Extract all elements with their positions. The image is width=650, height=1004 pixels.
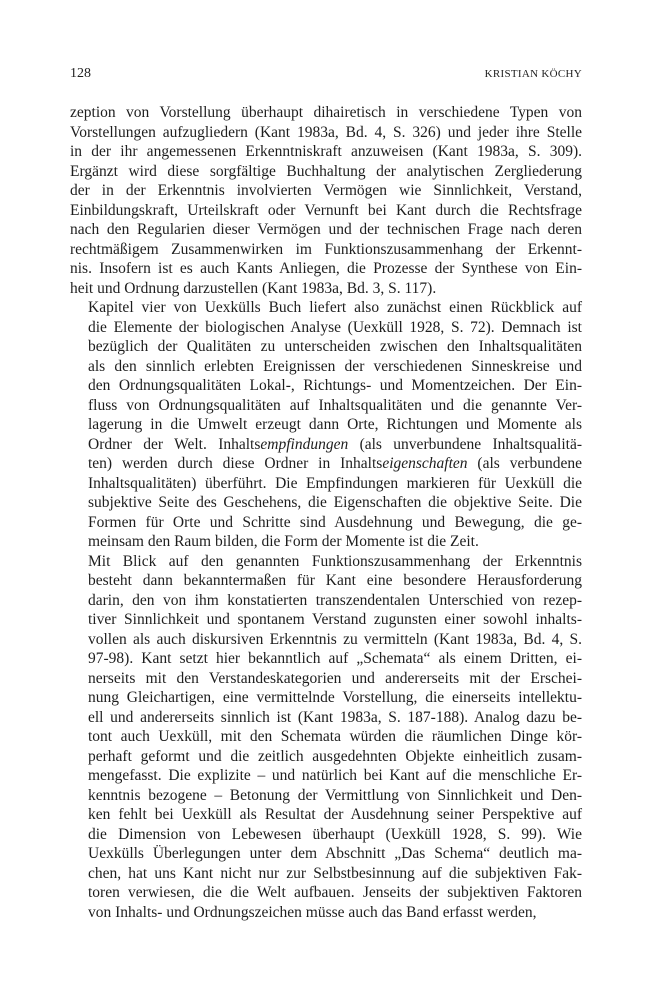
running-head (70, 66, 582, 82)
text-line (70, 727, 582, 747)
text-line (70, 493, 582, 513)
text-line (70, 825, 582, 845)
text-segment: lagerung in die Umwelt erzeugt dann Orte, Richtungen und Momente als (88, 416, 582, 433)
text-line (70, 630, 582, 650)
text-line (70, 162, 582, 182)
text-line (70, 747, 582, 767)
text-line (70, 649, 582, 669)
text-line (70, 123, 582, 143)
text-line (70, 708, 582, 728)
text-segment: Inhaltsqualitäten) überführt. Die Empfindungen markieren für Uexküll die (88, 474, 582, 492)
italic-text: eigenschaften (382, 455, 468, 472)
text-line (70, 357, 582, 377)
text-line (70, 844, 582, 864)
text-line (70, 376, 582, 396)
text-segment: den Ordnungsqualitäten Lokal-, Richtungs- und Momentzeichen. Der Ein- (88, 377, 582, 394)
text-line (70, 532, 582, 552)
text-segment: Vorstellungen aufzugliedern (Kant 1983a, Bd. 4, S. 326) und jeder ihre Stelle (70, 123, 582, 141)
text-segment: kenntnis bezogene – Betonung der Vermittlung von Sinnlichkeit und Den- (88, 786, 582, 804)
text-segment: toren verwiesen, die die Welt aufbauen. Jenseits der subjektiven Faktoren (88, 884, 582, 901)
running-head-author: KRISTIAN KÖCHY (484, 68, 582, 80)
text-line (70, 435, 582, 455)
text-line (70, 610, 582, 630)
text-line (70, 337, 582, 357)
text-line (70, 181, 582, 201)
paragraph (70, 552, 582, 923)
text-segment: in der ihr angemessenen Erkenntniskraft anzuweisen (Kant 1983a, S. 309). (70, 143, 582, 160)
text-line (70, 201, 582, 221)
text-line (70, 279, 582, 299)
text-segment: heit und Ordnung darzustellen (Kant 1983a, Bd. 3, S. 117). (70, 279, 437, 297)
body-text (70, 103, 582, 922)
text-segment: die Dimension von Lebewesen überhaupt (Uexküll 1928, S. 99). Wie (88, 825, 582, 843)
text-segment: Ergänzt wird diese sorgfältige Buchhaltung der analytischen Zergliederung (70, 162, 582, 180)
text-segment: Kapitel vier von Uexkülls Buch liefert also zunächst einen Rückblick auf (88, 299, 582, 316)
text-line (70, 552, 582, 572)
text-segment: nach den Regularien dieser Vermögen und der technischen Frage nach deren (70, 221, 582, 238)
text-segment: meinsam den Raum bilden, die Form der Momente ist die Zeit. (88, 533, 479, 550)
text-segment: Uexkülls Überlegungen unter dem Abschnitt „Das Schema“ deutlich ma- (88, 845, 582, 862)
text-segment: chen, hat uns Kant nicht nur zur Selbstbesinnung auf die subjektiven Fak- (88, 864, 582, 882)
text-segment: nerseits mit den Verstandeskategorien und andererseits mit der Erschei- (88, 669, 582, 687)
text-line (70, 103, 582, 123)
text-segment: subjektive Seite des Geschehens, die Eigenschaften die objektive Seite. Die (88, 494, 582, 511)
text-line (70, 571, 582, 591)
italic-text: empfindungen (260, 435, 349, 453)
text-line (70, 415, 582, 435)
text-line (70, 669, 582, 689)
book-page (70, 66, 582, 922)
text-line (70, 591, 582, 611)
text-segment: (als unverbundene Inhaltsqualitä- (348, 435, 582, 453)
text-line (70, 220, 582, 240)
text-segment: (als verbundene (467, 455, 582, 472)
text-segment: darin, den von ihm konstatierten transzendentalen Unterschied von rezep- (88, 591, 582, 609)
text-segment: tiver Sinnlichkeit und spontanem Verstand zugunsten einer sowohl inhalts- (88, 611, 582, 628)
text-segment: Mit Blick auf den genannten Funktionszusammenhang der Erkenntnis (88, 552, 582, 570)
text-line (70, 396, 582, 416)
text-segment: von Inhalts- und Ordnungszeichen müsse auch das Band erfasst werden, (88, 903, 537, 921)
text-line (70, 259, 582, 279)
text-segment: nis. Insofern ist es auch Kants Anliegen, die Prozesse der Synthese von Ein- (70, 260, 582, 277)
text-line (70, 298, 582, 318)
text-line (70, 805, 582, 825)
text-line (70, 903, 582, 923)
text-segment: die Elemente der biologischen Analyse (Uexküll 1928, S. 72). Demnach ist (88, 318, 582, 336)
text-segment: zeption von Vorstellung überhaupt dihairetisch in verschiedene Typen von (70, 104, 582, 121)
text-segment: ken fehlt bei Uexküll als Resultat der Ausdehnung seiner Perspektive auf (88, 806, 582, 823)
text-segment: fluss von Ordnungsqualitäten auf Inhaltsqualitäten und die genannte Ver- (88, 396, 582, 414)
text-segment: mengefasst. Die explizite – und natürlich bei Kant auf die menschliche Er- (88, 767, 582, 784)
text-segment: ell und andererseits sinnlich ist (Kant 1983a, S. 187-188). Analog dazu be- (88, 708, 582, 726)
text-line (70, 318, 582, 338)
text-segment: Ordner der Welt. Inhalts (88, 435, 261, 453)
text-segment: Einbildungskraft, Urteilskraft oder Vernunft bei Kant durch die Rechtsfrage (70, 201, 582, 219)
text-line (70, 474, 582, 494)
text-segment: ten) werden durch diese Ordner in Inhalts (88, 455, 383, 472)
text-segment: bezüglich der Qualitäten zu unterscheiden zwischen den Inhaltsqualitäten (88, 338, 582, 355)
text-segment: vollen als auch diskursiven Erkenntnis zu vermitteln (Kant 1983a, Bd. 4, S. (88, 630, 582, 648)
text-line (70, 454, 582, 474)
text-segment: nung Gleichartigen, eine vermittelnde Vorstellung, die einerseits intellektu- (88, 689, 582, 706)
paragraph (70, 103, 582, 298)
text-segment: Formen für Orte und Schritte sind Ausdehnung und Bewegung, die ge- (88, 513, 582, 531)
paragraph (70, 298, 582, 552)
text-segment: 97-98). Kant setzt hier bekanntlich auf „Schemata“ als einem Dritten, ei- (88, 650, 582, 667)
page-number: 128 (70, 66, 91, 81)
text-segment: tont auch Uexküll, mit den Schemata würden die räumlichen Dinge kör- (88, 728, 582, 745)
text-line (70, 688, 582, 708)
text-line (70, 786, 582, 806)
text-line (70, 766, 582, 786)
text-segment: als den sinnlich erlebten Ereignissen der verschiedenen Sinneskreise und (88, 357, 582, 375)
text-segment: besteht dann bekanntermaßen für Kant eine besondere Herausforderung (88, 572, 582, 589)
text-segment: perhaft geformt und die zeitlich ausgedehnten Objekte einheitlich zusam- (88, 747, 582, 765)
text-line (70, 513, 582, 533)
text-segment: rechtmäßigem Zusammenwirken im Funktionszusammenhang der Erkennt- (70, 240, 582, 258)
text-line (70, 883, 582, 903)
text-segment: der in der Erkenntnis involvierten Vermögen wie Sinnlichkeit, Verstand, (70, 182, 582, 199)
text-line (70, 142, 582, 162)
text-line (70, 864, 582, 884)
text-line (70, 240, 582, 260)
